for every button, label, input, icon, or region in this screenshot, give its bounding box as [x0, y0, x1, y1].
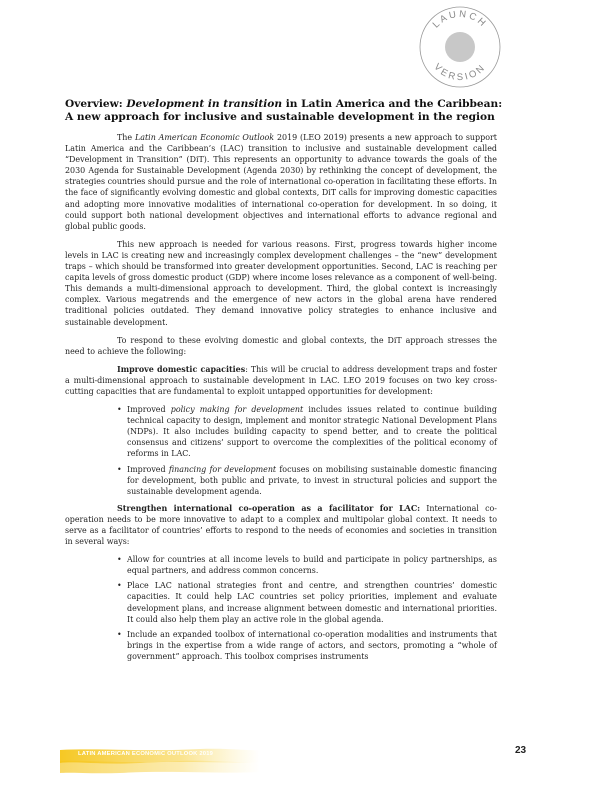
paragraph-intro-a: The	[117, 133, 135, 142]
heading-suffix: in Latin America and the Caribbean:	[282, 98, 503, 110]
section-heading	[65, 98, 505, 124]
list-item: • Allow for countries at all income levels to build and participate in policy partnerships, as equal partners, and address common concerns.	[127, 554, 497, 576]
capacities-list	[65, 404, 497, 497]
list-item: • Place LAC national strategies front and centre, and strengthen countries’ domestic capacities. It could help LAC countries set policy priorities, implement and evaluate development plans, and increase alignment between domestic and international priorities. It could also help them play an active role in the global agenda.	[127, 580, 497, 624]
stamp-top-text: LAUNCH	[430, 8, 490, 31]
list-item-b: includes issues related to continue building technical capacity to design, implement and monitor strategic National Development Plans (NDPs). It also includes building capacity to spend better, and to create the political consensus and citizens’ support to overcome the complexities of the political economy of reforms in LAC.	[127, 405, 497, 459]
paragraph-reasons: This new approach is needed for various reasons. First, progress towards higher income levels in LAC is creating new and increasingly complex development challenges – the “new” development traps – which should be transformed into greater development opportunities. Second, LAC is reaching per capita levels of gross domestic product (GDP) where income loses relevance as a component of well-being. This demands a multi-dimensional approach to development. Third, the global context is increasingly complex. Various megatrends and the emergence of new actors in the global arena have rendered traditional policies outdated. They demand innovative policy strategies to enhance inclusive and sustainable development.	[65, 239, 497, 327]
svg-text:VERSION	[432, 62, 489, 84]
footer-publication-title: LATIN AMERICAN ECONOMIC OUTLOOK 2019	[78, 751, 214, 757]
heading-line2: A new approach for inclusive and sustainable development in the region	[65, 111, 495, 123]
list-item-a: Improved	[127, 405, 171, 415]
heading-prefix: Overview:	[65, 98, 127, 110]
svg-text:LAUNCH	[431, 9, 490, 31]
stamp-bottom-text: VERSION	[431, 61, 489, 84]
domestic-capacities-rest: : This will be crucial to address development traps and foster a multi-dimensional approach to sustainable development in LAC. LEO 2019 focuses on two key cross-cutting capacities that are fundamental to exploit untapped opportunities for development:	[65, 364, 498, 396]
list-item	[127, 404, 497, 459]
stamp-center-dot	[445, 32, 475, 62]
list-item-italic: policy making for development	[170, 405, 304, 415]
page-number: 23	[515, 745, 527, 756]
cooperation-rest: International co-operation needs to be more innovative to adapt to a complex and multipolar global context. It needs to serve as a facilitator of countries’ efforts to respond to the needs of economies and societies in transition in several ways:	[65, 503, 497, 547]
paragraph-cooperation	[65, 503, 497, 547]
list-item-a: Improved	[127, 464, 169, 474]
launch-version-stamp	[417, 4, 503, 90]
list-item: • Include an expanded toolbox of international co-operation modalities and instruments that brings in the expertise from a wide range of actors, and sectors, promoting a “whole of government” approach. This toolbox comprises instruments	[127, 629, 497, 662]
heading-italic: Development in transition	[126, 98, 283, 110]
list-item	[127, 464, 497, 497]
cooperation-list	[65, 554, 497, 662]
list-item-italic: financing for development	[168, 464, 277, 474]
domestic-capacities-lead: Improve domestic capacities	[117, 364, 246, 374]
paragraph-domestic-capacities	[65, 364, 497, 397]
paragraph-intro	[65, 132, 497, 232]
paragraph-intro-italic: Latin American Economic Outlook	[134, 133, 275, 142]
body-text	[65, 132, 497, 668]
paragraph-intro-b: 2019 (LEO 2019) presents a new approach to support Latin America and the Caribbean’s (LAC) transition to inclusive and sustainable development called “Development in Transition” (DiT). This represents an opportunity to advance towards the goals of the 2030 Agenda for Sustainable Development (Agenda 2030) by rethinking the concept of development, the strategies countries should pursue and the role of international co-operation in facilitating these efforts. In the face of significantly evolving domestic and global contexts, DiT calls for improving domestic capacities and adopting more innovative modalities of international co-operation for development. In so doing, it could support both national development objectives and international efforts to advance regional and global public goods.	[65, 133, 497, 231]
cooperation-lead: Strengthen international co-operation as a facilitator for LAC:	[117, 503, 421, 513]
paragraph-respond: To respond to these evolving domestic and global contexts, the DiT approach stresses the need to achieve the following:	[65, 335, 497, 356]
list-item-b: focuses on mobilising sustainable domestic financing for development, both public and private, to invest in structural policies and support the sustainable development agenda.	[127, 464, 497, 496]
